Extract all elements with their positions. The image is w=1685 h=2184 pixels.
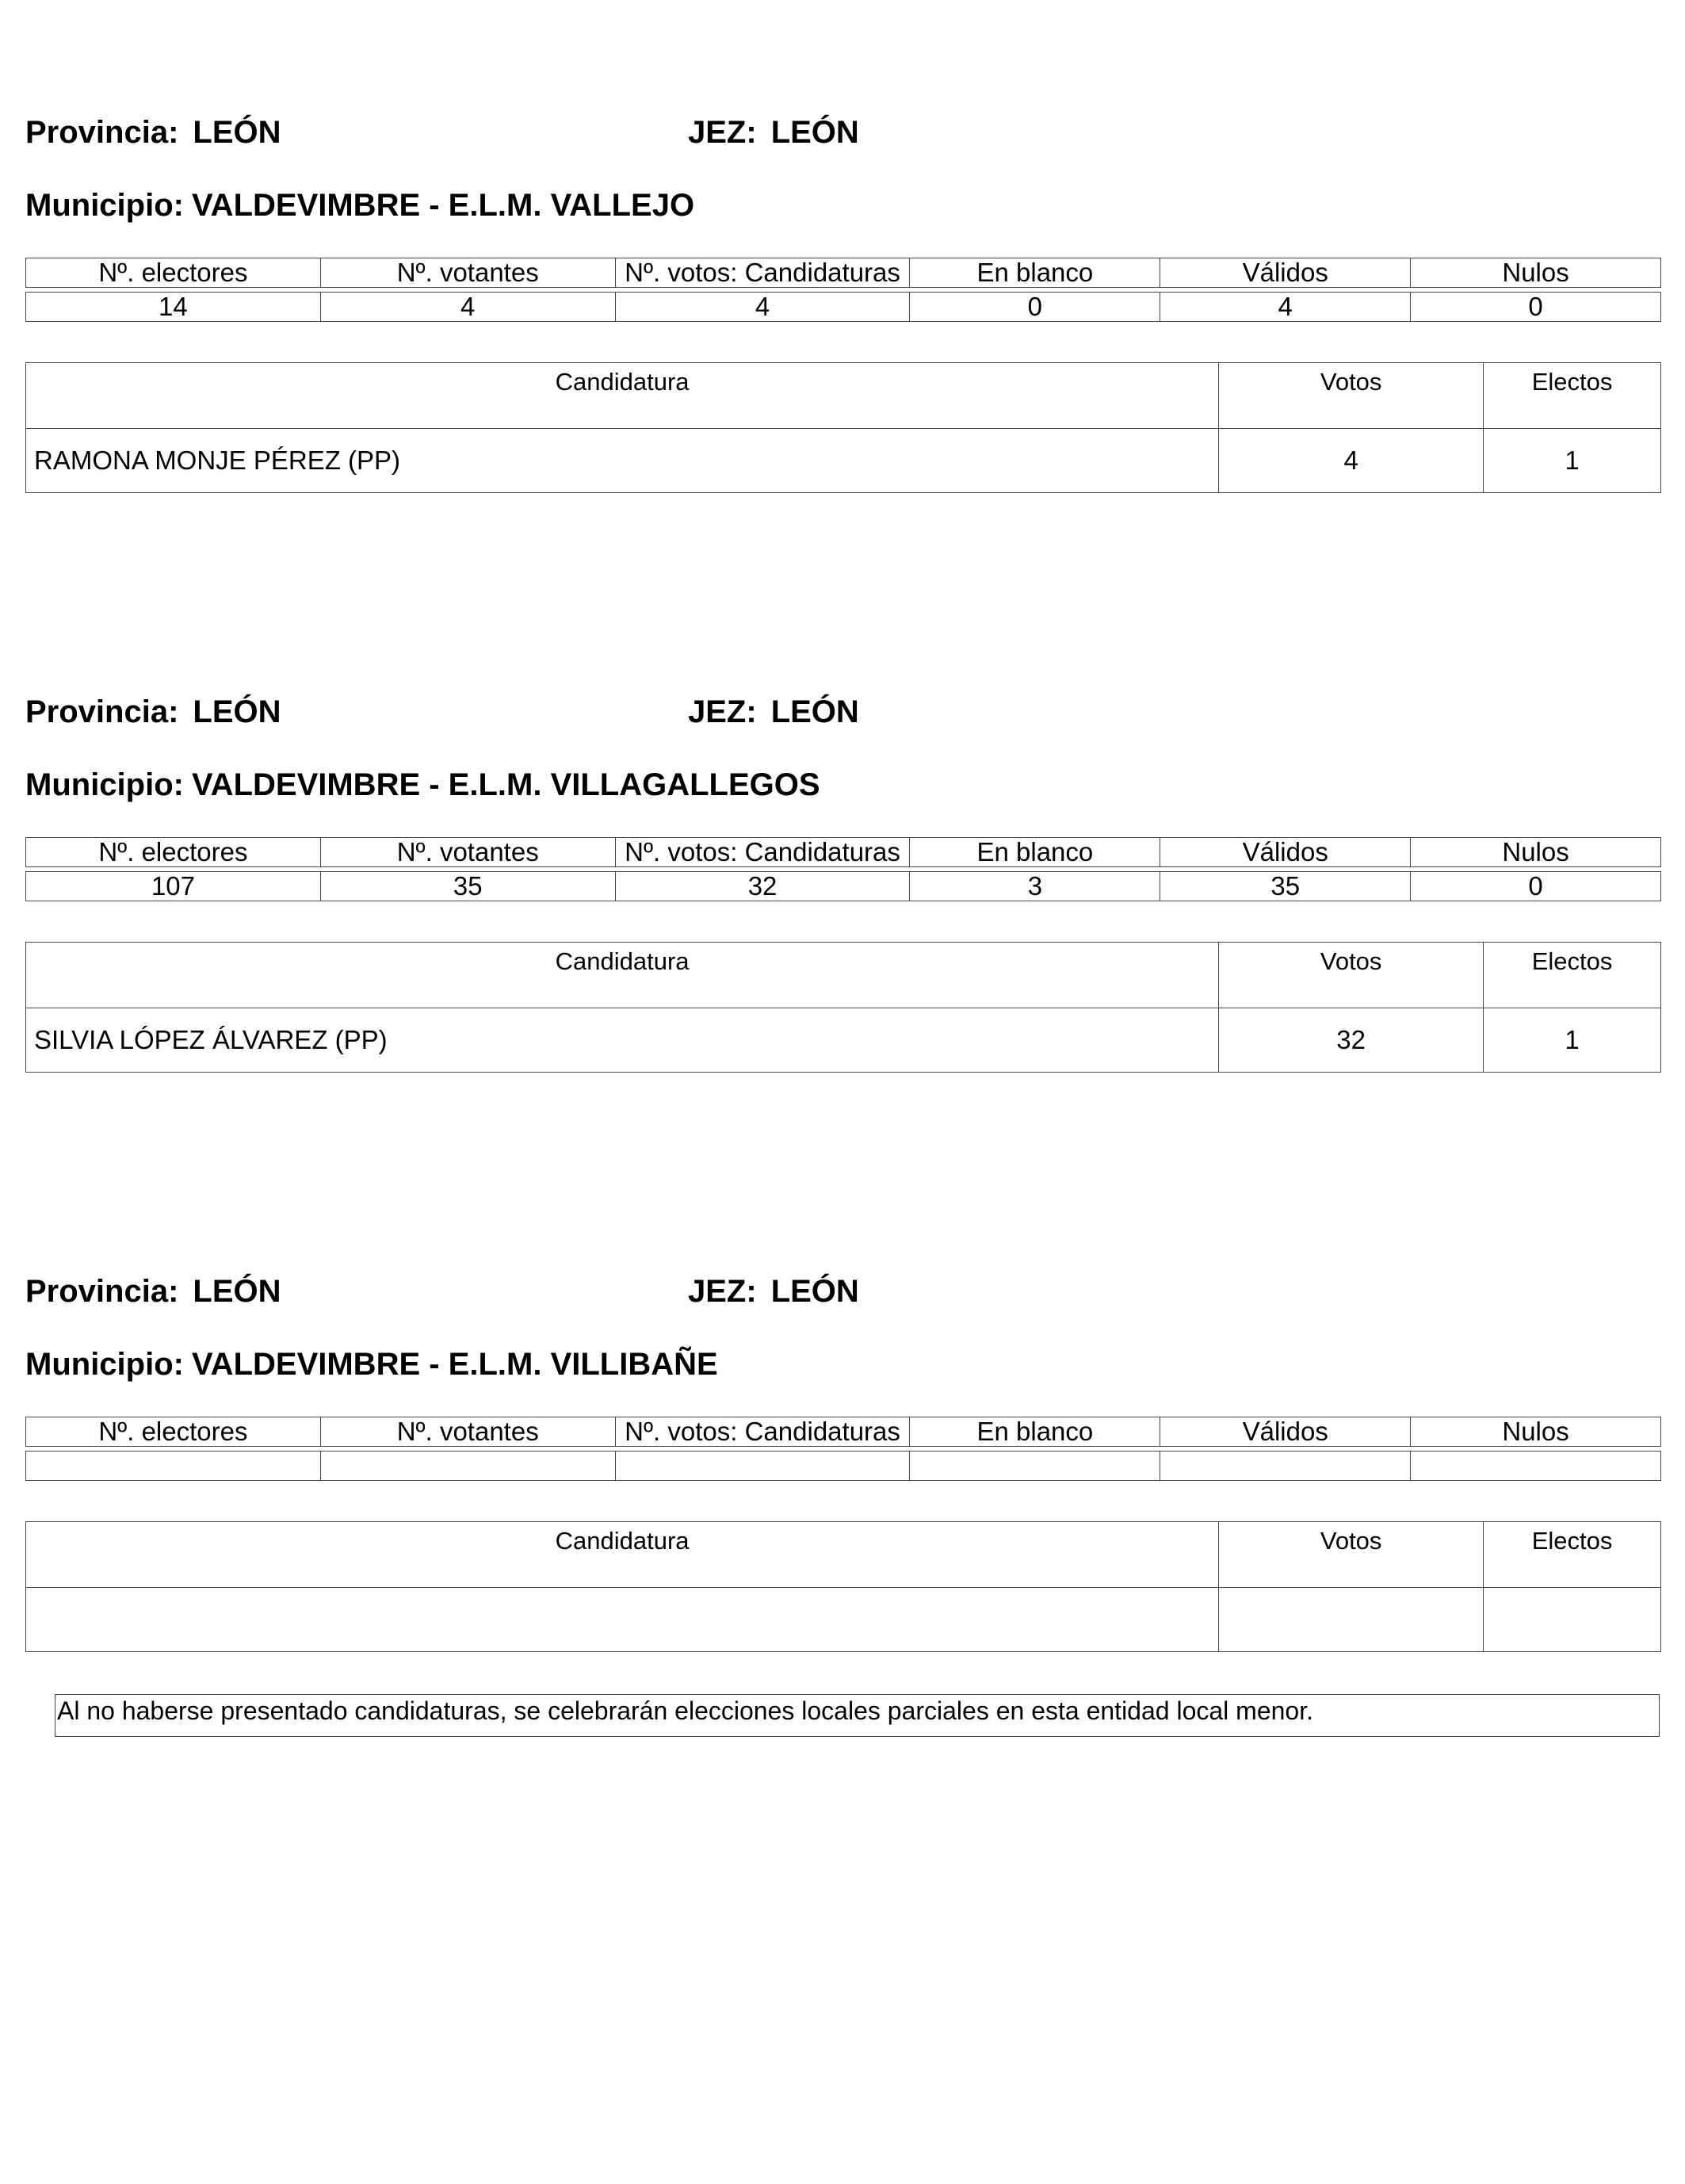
votos-header: Votos (1219, 363, 1484, 429)
candidate-votos: 4 (1219, 429, 1484, 493)
candidate-electos: 1 (1484, 429, 1661, 493)
stats-values-table (25, 292, 1661, 322)
stats-value-row (26, 293, 1661, 322)
municipio-label: Municipio: (25, 188, 184, 223)
provincia-label: Provincia: (25, 1274, 179, 1309)
municipio-label: Municipio: (25, 1347, 184, 1382)
candidates-header-row (26, 1522, 1661, 1588)
stats-header-row (26, 258, 1661, 288)
stat-value: 3 (910, 872, 1160, 901)
provincia-label: Provincia: (25, 115, 179, 150)
provincia-value: LEÓN (193, 1274, 281, 1309)
votos-header: Votos (1219, 943, 1484, 1008)
stats-values-table (25, 1451, 1661, 1481)
jez-value: LEÓN (770, 115, 859, 150)
votos-header: Votos (1219, 1522, 1484, 1588)
candidate-votos (1219, 1588, 1484, 1652)
stats-table (25, 837, 1661, 867)
electos-header: Electos (1484, 943, 1661, 1008)
stat-header: Válidos (1160, 838, 1411, 867)
candidate-name: SILVIA LÓPEZ ÁLVAREZ (PP) (26, 1008, 1219, 1073)
stat-header: Nº. votantes (320, 258, 615, 288)
candidatura-header: Candidatura (26, 943, 1219, 1008)
table-row (26, 1008, 1661, 1073)
candidatura-header: Candidatura (26, 363, 1219, 429)
stats-value-row (26, 872, 1661, 901)
candidates-table (25, 1521, 1661, 1652)
stat-header: Nº. votos: Candidaturas (615, 258, 910, 288)
candidates-header-row (26, 943, 1661, 1008)
stats-header-row (26, 1417, 1661, 1447)
provincia-value: LEÓN (193, 694, 281, 729)
municipio-value: VALDEVIMBRE - E.L.M. VALLEJO (191, 188, 695, 223)
stat-value (910, 1452, 1160, 1481)
stat-header: Nº. votos: Candidaturas (615, 1417, 910, 1447)
stats-header-row (26, 838, 1661, 867)
stat-header: En blanco (910, 838, 1160, 867)
stat-header: En blanco (910, 1417, 1160, 1447)
jez-line (688, 1274, 859, 1310)
table-row (26, 429, 1661, 493)
stat-value: 107 (26, 872, 321, 901)
candidate-votos: 32 (1219, 1008, 1484, 1073)
stats-table (25, 258, 1661, 288)
candidate-name (26, 1588, 1219, 1652)
electos-header: Electos (1484, 1522, 1661, 1588)
stat-value (1160, 1452, 1411, 1481)
jez-value: LEÓN (770, 694, 859, 729)
municipio-value: VALDEVIMBRE - E.L.M. VILLIBAÑE (191, 1347, 718, 1382)
stat-value (615, 1452, 910, 1481)
jez-label: JEZ: (688, 694, 757, 729)
jez-label: JEZ: (688, 1274, 757, 1309)
stats-values-table (25, 871, 1661, 901)
stat-header: Nº. electores (26, 838, 321, 867)
stats-table (25, 1417, 1661, 1447)
stat-header: Nº. votos: Candidaturas (615, 838, 910, 867)
candidates-table (25, 362, 1661, 493)
jez-value: LEÓN (770, 1274, 859, 1309)
municipio-line (25, 767, 820, 803)
stats-value-row (26, 1452, 1661, 1481)
stat-header: Nº. electores (26, 1417, 321, 1447)
stat-header: Nº. electores (26, 258, 321, 288)
candidate-electos: 1 (1484, 1008, 1661, 1073)
stat-value (1411, 1452, 1661, 1481)
stat-value (26, 1452, 321, 1481)
stat-header: En blanco (910, 258, 1160, 288)
candidates-table (25, 942, 1661, 1073)
stat-header: Nulos (1411, 1417, 1661, 1447)
candidate-name: RAMONA MONJE PÉREZ (PP) (26, 429, 1219, 493)
municipio-line (25, 188, 694, 224)
provincia-line (25, 694, 281, 730)
jez-label: JEZ: (688, 115, 757, 150)
stat-value: 0 (1411, 872, 1661, 901)
note-box: Al no haberse presentado candidaturas, se celebrarán elecciones locales parciales en esta entidad local menor. (55, 1694, 1660, 1737)
table-row (26, 1588, 1661, 1652)
candidate-electos (1484, 1588, 1661, 1652)
stat-value: 35 (320, 872, 615, 901)
candidatura-header: Candidatura (26, 1522, 1219, 1588)
stat-value: 4 (1160, 293, 1411, 322)
stat-value: 4 (320, 293, 615, 322)
electos-header: Electos (1484, 363, 1661, 429)
stat-value: 4 (615, 293, 910, 322)
provincia-value: LEÓN (193, 115, 281, 150)
provincia-line (25, 115, 281, 151)
jez-line (688, 694, 859, 730)
municipio-label: Municipio: (25, 767, 184, 802)
jez-line (688, 115, 859, 151)
stat-header: Nulos (1411, 258, 1661, 288)
stat-value: 14 (26, 293, 321, 322)
stat-value: 0 (910, 293, 1160, 322)
municipio-value: VALDEVIMBRE - E.L.M. VILLAGALLEGOS (191, 767, 820, 802)
stat-header: Nº. votantes (320, 1417, 615, 1447)
stat-value: 32 (615, 872, 910, 901)
provincia-label: Provincia: (25, 694, 179, 729)
provincia-line (25, 1274, 281, 1310)
stat-value: 0 (1411, 293, 1661, 322)
stat-value: 35 (1160, 872, 1411, 901)
stat-header: Nulos (1411, 838, 1661, 867)
stat-header: Válidos (1160, 1417, 1411, 1447)
stat-header: Nº. votantes (320, 838, 615, 867)
stat-value (320, 1452, 615, 1481)
stat-header: Válidos (1160, 258, 1411, 288)
candidates-header-row (26, 363, 1661, 429)
municipio-line (25, 1347, 718, 1383)
